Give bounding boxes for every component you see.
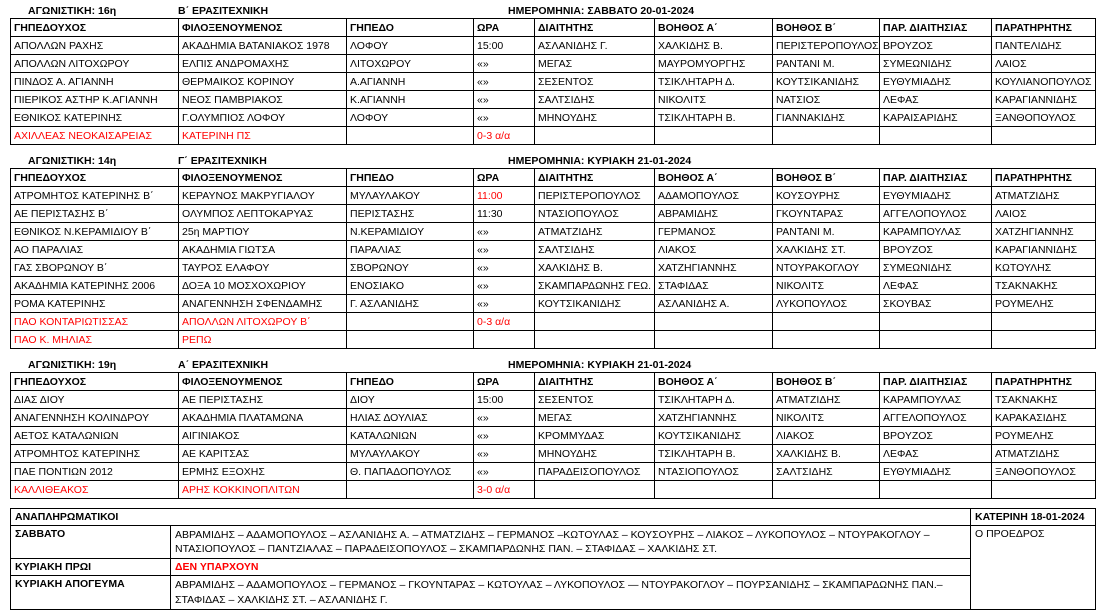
cell-away: ΚΑΤΕΡΙΝΗ ΠΣ [179,127,347,145]
cell-assistant-a: ΤΣΙΚΛΗΤΑΡΗ Δ. [655,73,773,91]
matchday-label-3: ΑΓΩΝΙΣΤΙΚΗ: 19η [28,359,117,371]
table-row [11,241,1096,259]
cell-home: ΑΠΟΛΛΩΝ ΛΙΤΟΧΩΡΟΥ [11,55,179,73]
substitutes-title: ΑΝΑΠΛΗΡΩΜΑΤΙΚΟΙ [11,509,971,526]
cell-away: ΑΕ ΠΕΡΙΣΤΑΣΗΣ [179,391,347,409]
col-away: ΦΙΛΟΞΕΝΟΥΜΕΝΟΣ [179,373,347,391]
cell-assistant-a [655,127,773,145]
cell-time: «» [474,109,535,127]
table-row [11,391,1096,409]
cell-assistant-a: ΑΣΛΑΝΙΔΗΣ Α. [655,295,773,313]
cell-assistant-b: ΝΤΟΥΡΑΚΟΓΛΟΥ [773,259,880,277]
table-row-bye [11,331,1096,349]
cell-time: «» [474,427,535,445]
cell-home: ΠΑΟ ΚΟΝΤΑΡΙΩΤΙΣΣΑΣ [11,313,179,331]
table-row [11,223,1096,241]
col-observer: ΠΑΡΑΤΗΡΗΤΗΣ [992,169,1096,187]
president-label: Ο ΠΡΟΕΔΡΟΣ [971,526,1096,610]
substitutes-table [10,508,1096,610]
cell-home: ΠΑΕ ΠΟΝΤΙΩΝ 2012 [11,463,179,481]
cell-observer: ΛΑΙΟΣ [992,55,1096,73]
cell-home: ΑΠΟΛΛΩΝ ΡΑΧΗΣ [11,37,179,55]
date-label-3: ΗΜΕΡΟΜΗΝΙΑ: ΚΥΡΙΑΚΗ 21-01-2024 [508,359,692,371]
cell-assistant-b: ΝΙΚΟΛΙΤΣ [773,409,880,427]
cell-observer: ΛΑΙΟΣ [992,205,1096,223]
cell-venue: Θ. ΠΑΠΑΔΟΠΟΥΛΟΣ [347,463,474,481]
fixtures-table-3 [10,372,1096,499]
fixture-block-1 [10,4,1095,145]
cell-result: 3-0 α/α [474,481,535,499]
cell-home: ΕΘΝΙΚΟΣ Ν.ΚΕΡΑΜΙΔΙΟΥ Β΄ [11,223,179,241]
cell-time: «» [474,259,535,277]
col-home: ΓΗΠΕΔΟΥΧΟΣ [11,169,179,187]
label-sunday-afternoon: ΚΥΡΙΑΚΗ ΑΠΟΓΕΥΜΑ [11,576,171,609]
cell-referee: ΜΗΝΟΥΔΗΣ [535,109,655,127]
col-time: ΩΡΑ [474,169,535,187]
cell-assistant-a: ΓΕΡΜΑΝΟΣ [655,223,773,241]
table-row [11,109,1096,127]
col-observer: ΠΑΡΑΤΗΡΗΤΗΣ [992,19,1096,37]
cell-home: ΑΝΑΓΕΝΝΗΣΗ ΚΟΛΙΝΔΡΟΥ [11,409,179,427]
league-label-1: Β΄ ΕΡΑΣΙΤΕΧΝΙΚΗ [178,5,269,17]
cell-observer: ΚΩΤΟΥΛΗΣ [992,259,1096,277]
cell-assistant-a: ΝΙΚΟΛΙΤΣ [655,91,773,109]
cell-assistant-b: ΚΟΥΤΣΙΚΑΝΙΔΗΣ [773,73,880,91]
cell-fourth: ΑΓΓΕΛΟΠΟΥΛΟΣ [880,409,992,427]
cell-assistant-a: ΧΑΛΚΙΔΗΣ Β. [655,37,773,55]
cell-assistant-b [773,127,880,145]
cell-away: ΘΕΡΜΑΙΚΟΣ ΚΟΡΙΝΟΥ [179,73,347,91]
fixture-block-2 [10,154,1095,349]
col-referee: ΔΙΑΙΤΗΤΗΣ [535,169,655,187]
col-assistant-a: ΒΟΗΘΟΣ Α΄ [655,169,773,187]
cell-assistant-b: ΓΙΑΝΝΑΚΙΔΗΣ [773,109,880,127]
cell-fourth [880,481,992,499]
cell-result: 0-3 α/α [474,127,535,145]
cell-observer: ΡΟΥΜΕΛΗΣ [992,427,1096,445]
cell-fourth: ΒΡΟΥΖΟΣ [880,37,992,55]
block-header-3 [10,358,1095,372]
col-referee: ΔΙΑΙΤΗΤΗΣ [535,373,655,391]
cell-time: 15:00 [474,391,535,409]
cell-home: ΑΚΑΔΗΜΙΑ ΚΑΤΕΡΙΝΗΣ 2006 [11,277,179,295]
cell-referee: ΑΤΜΑΤΖΙΔΗΣ [535,223,655,241]
col-venue: ΓΗΠΕΔΟ [347,19,474,37]
cell-away: ΔΟΞΑ 10 ΜΟΣΧΟΧΩΡΙΟΥ [179,277,347,295]
cell-time: «» [474,277,535,295]
cell-fourth [880,127,992,145]
cell-fourth: ΣΥΜΕΩΝΙΔΗΣ [880,55,992,73]
table-row-forfeit [11,481,1096,499]
cell-home: ΑΤΡΟΜΗΤΟΣ ΚΑΤΕΡΙΝΗΣ Β΄ [11,187,179,205]
col-home: ΓΗΠΕΔΟΥΧΟΣ [11,19,179,37]
cell-venue: ΛΙΤΟΧΩΡΟΥ [347,55,474,73]
cell-home: ΚΑΛΛΙΘΕΑΚΟΣ [11,481,179,499]
cell-away: ΑΚΑΔΗΜΙΑ ΠΛΑΤΑΜΩΝΑ [179,409,347,427]
cell-home: ΑΤΡΟΜΗΤΟΣ ΚΑΤΕΡΙΝΗΣ [11,445,179,463]
cell-venue [347,313,474,331]
cell-time: «» [474,223,535,241]
table-header-row [11,19,1096,37]
cell-time: «» [474,463,535,481]
table-row-forfeit [11,127,1096,145]
cell-referee: ΜΕΓΑΣ [535,409,655,427]
table-row [11,427,1096,445]
cell-time: «» [474,295,535,313]
cell-venue: ΜΥΛΑΥΛΑΚΟΥ [347,187,474,205]
cell-fourth: ΣΚΟΥΒΑΣ [880,295,992,313]
cell-home: ΑΕΤΟΣ ΚΑΤΑΛΩΝΙΩΝ [11,427,179,445]
cell-observer [992,313,1096,331]
matchday-label-2: ΑΓΩΝΙΣΤΙΚΗ: 14η [28,155,117,167]
cell-time: «» [474,409,535,427]
cell-assistant-b: ΡΑΝΤΑΝΙ Μ. [773,55,880,73]
cell-assistant-b: ΑΤΜΑΤΖΙΔΗΣ [773,391,880,409]
cell-time: 15:00 [474,37,535,55]
cell-venue [347,127,474,145]
cell-home: ΠΑΟ Κ. ΜΗΛΙΑΣ [11,331,179,349]
cell-venue [347,481,474,499]
table-row [11,91,1096,109]
cell-assistant-b [773,313,880,331]
cell-observer: ΤΣΑΚΝΑΚΗΣ [992,391,1096,409]
date-label-1: ΗΜΕΡΟΜΗΝΙΑ: ΣΑΒΒΑΤΟ 20-01-2024 [508,5,695,17]
col-assistant-b: ΒΟΗΘΟΣ Β΄ [773,19,880,37]
col-assistant-a: ΒΟΗΘΟΣ Α΄ [655,373,773,391]
cell-time: «» [474,73,535,91]
cell-observer: ΞΑΝΘΟΠΟΥΛΟΣ [992,463,1096,481]
date-label-2: ΗΜΕΡΟΜΗΝΙΑ: ΚΥΡΙΑΚΗ 21-01-2024 [508,155,692,167]
cell-referee [535,127,655,145]
cell-fourth: ΛΕΦΑΣ [880,277,992,295]
substitutes-row-sunday-morning [11,559,1096,576]
cell-assistant-b [773,331,880,349]
col-venue: ΓΗΠΕΔΟ [347,169,474,187]
cell-result: 0-3 α/α [474,313,535,331]
cell-assistant-a: ΤΣΙΚΛΗΤΑΡΗ Β. [655,109,773,127]
cell-referee: ΣΑΛΤΣΙΔΗΣ [535,241,655,259]
cell-assistant-b: ΣΑΛΤΣΙΔΗΣ [773,463,880,481]
cell-referee [535,331,655,349]
cell-referee: ΑΣΛΑΝΙΔΗΣ Γ. [535,37,655,55]
col-time: ΩΡΑ [474,373,535,391]
cell-assistant-b: ΓΚΟΥΝΤΑΡΑΣ [773,205,880,223]
cell-referee: ΣΕΣΕΝΤΟΣ [535,391,655,409]
substitutes-sunday-morning: ΔΕΝ ΥΠΑΡΧΟΥΝ [171,559,971,576]
table-row [11,463,1096,481]
cell-assistant-b: ΧΑΛΚΙΔΗΣ Β. [773,445,880,463]
cell-referee [535,481,655,499]
cell-away: ΕΡΜΗΣ ΕΞΟΧΗΣ [179,463,347,481]
cell-fourth [880,331,992,349]
table-row [11,295,1096,313]
cell-observer: ΑΤΜΑΤΖΙΔΗΣ [992,445,1096,463]
cell-assistant-b [773,481,880,499]
cell-venue: ΚΑΤΑΛΩΝΙΩΝ [347,427,474,445]
cell-observer [992,331,1096,349]
cell-observer: ΧΑΤΖΗΓΙΑΝΝΗΣ [992,223,1096,241]
cell-assistant-a: ΤΣΙΚΛΗΤΑΡΗ Δ. [655,391,773,409]
table-row-forfeit [11,313,1096,331]
substitutes-row-saturday [11,526,1096,559]
cell-venue: ΠΕΡΙΣΤΑΣΗΣ [347,205,474,223]
col-away: ΦΙΛΟΞΕΝΟΥΜΕΝΟΣ [179,169,347,187]
cell-venue: ΕΝΟΣΙΑΚΟ [347,277,474,295]
cell-assistant-a [655,481,773,499]
table-header-row [11,373,1096,391]
cell-fourth: ΣΥΜΕΩΝΙΔΗΣ [880,259,992,277]
cell-observer: ΞΑΝΘΟΠΟΥΛΟΣ [992,109,1096,127]
cell-assistant-a: ΣΤΑΦΙΔΑΣ [655,277,773,295]
cell-venue: ΛΟΦΟΥ [347,37,474,55]
col-fourth: ΠΑΡ. ΔΙΑΙΤΗΣΙΑΣ [880,169,992,187]
col-fourth: ΠΑΡ. ΔΙΑΙΤΗΣΙΑΣ [880,373,992,391]
cell-observer: ΚΑΡΑΓΙΑΝΝΙΔΗΣ [992,91,1096,109]
cell-away: ΟΛΥΜΠΟΣ ΛΕΠΤΟΚΑΡΥΑΣ [179,205,347,223]
fixtures-table-2 [10,168,1096,349]
cell-away: ΤΑΥΡΟΣ ΕΛΑΦΟΥ [179,259,347,277]
cell-observer: ΠΑΝΤΕΛΙΔΗΣ [992,37,1096,55]
substitutes-saturday: ΑΒΡΑΜΙΔΗΣ – ΑΔΑΜΟΠΟΥΛΟΣ – ΑΣΛΑΝΙΔΗΣ Α. – ΑΤΜΑΤΖΙΔΗΣ – ΓΕΡΜΑΝΟΣ –ΚΩΤΟΥΛΑΣ – ΚΟΥΣΟΥΡΗΣ – ΛΙΑΚΟΣ – ΛΥΚΟΠΟΥΛΟΣ – ΝΤΟΥΡΑΚΟΓΛΟΥ – ΝΤΑΣΙΟΠΟΥΛΟΣ – ΠΑΝΤΖΙΑΛΑΣ – ΠΑΡΑΔΕΙΣΟΠΟΥΛΟΣ – ΣΚΑΜΠΑΡΔΩΝΗΣ ΠΑΝ. – ΣΤΑΦΙΔΑΣ – ΧΑΛΚΙΔΗΣ ΣΤ. [171,526,971,559]
cell-fourth: ΛΕΦΑΣ [880,445,992,463]
cell-assistant-b: ΧΑΛΚΙΔΗΣ ΣΤ. [773,241,880,259]
cell-referee: ΝΤΑΣΙΟΠΟΥΛΟΣ [535,205,655,223]
cell-referee: ΣΚΑΜΠΑΡΔΩΝΗΣ ΓΕΩ. [535,277,655,295]
matchday-label-1: ΑΓΩΝΙΣΤΙΚΗ: 16η [28,5,117,17]
table-header-row [11,169,1096,187]
cell-venue: ΠΑΡΑΛΙΑΣ [347,241,474,259]
cell-assistant-b: ΛΥΚΟΠΟΥΛΟΣ [773,295,880,313]
cell-venue: ΣΒΟΡΩΝΟΥ [347,259,474,277]
cell-observer: ΚΑΡΑΓΙΑΝΝΙΔΗΣ [992,241,1096,259]
col-assistant-b: ΒΟΗΘΟΣ Β΄ [773,373,880,391]
col-time: ΩΡΑ [474,19,535,37]
substitutes-sunday-afternoon: ΑΒΡΑΜΙΔΗΣ – ΑΔΑΜΟΠΟΥΛΟΣ – ΓΕΡΜΑΝΟΣ – ΓΚΟΥΝΤΑΡΑΣ – ΚΩΤΟΥΛΑΣ – ΛΥΚΟΠΟΥΛΟΣ — ΝΤΟΥΡΑΚΟΓΛΟΥ – ΠΟΥΡΣΑΝΙΔΗΣ – ΣΚΑΜΠΑΡΔΩΝΗΣ ΠΑΝ.– ΣΤΑΦΙΔΑΣ – ΧΑΛΚΙΔΗΣ ΣΤ. – ΑΣΛΑΝΙΔΗΣ Γ. [171,576,971,609]
cell-assistant-a: ΑΒΡΑΜΙΔΗΣ [655,205,773,223]
cell-venue: ΔΙΟΥ [347,391,474,409]
col-home: ΓΗΠΕΔΟΥΧΟΣ [11,373,179,391]
cell-home: ΑΕ ΠΕΡΙΣΤΑΣΗΣ Β΄ [11,205,179,223]
league-label-2: Γ΄ ΕΡΑΣΙΤΕΧΝΙΚΗ [178,155,267,167]
cell-assistant-a: ΤΣΙΚΛΗΤΑΡΗ Β. [655,445,773,463]
cell-home: ΕΘΝΙΚΟΣ ΚΑΤΕΡΙΝΗΣ [11,109,179,127]
cell-assistant-a: ΛΙΑΚΟΣ [655,241,773,259]
cell-away: ΚΕΡΑΥΝΟΣ ΜΑΚΡΥΓΙΑΛΟΥ [179,187,347,205]
cell-away: Γ.ΟΛΥΜΠΙΟΣ ΛΟΦΟΥ [179,109,347,127]
cell-away: ΑΠΟΛΛΩΝ ΛΙΤΟΧΩΡΟΥ Β΄ [179,313,347,331]
cell-fourth: ΒΡΟΥΖΟΣ [880,427,992,445]
cell-time: «» [474,91,535,109]
cell-assistant-a: ΧΑΤΖΗΓΙΑΝΝΗΣ [655,409,773,427]
substitutes-row-sunday-afternoon [11,576,1096,609]
cell-away: ΑΝΑΓΕΝΝΗΣΗ ΣΦΕΝΔΑΜΗΣ [179,295,347,313]
cell-assistant-b: ΝΙΚΟΛΙΤΣ [773,277,880,295]
cell-result [474,331,535,349]
cell-time: 11:30 [474,205,535,223]
cell-fourth [880,313,992,331]
label-saturday: ΣΑΒΒΑΤΟ [11,526,171,559]
cell-referee: ΠΑΡΑΔΕΙΣΟΠΟΥΛΟΣ [535,463,655,481]
cell-assistant-b: ΡΑΝΤΑΝΙ Μ. [773,223,880,241]
cell-referee: ΧΑΛΚΙΔΗΣ Β. [535,259,655,277]
cell-fourth: ΕΥΘΥΜΙΑΔΗΣ [880,187,992,205]
cell-home: ΑΧΙΛΛΕΑΣ ΝΕΟΚΑΙΣΑΡΕΙΑΣ [11,127,179,145]
cell-assistant-b: ΝΑΤΣΙΟΣ [773,91,880,109]
cell-referee: ΚΟΥΤΣΙΚΑΝΙΔΗΣ [535,295,655,313]
cell-venue: Κ.ΑΓΙΑΝΝΗ [347,91,474,109]
cell-home: ΡΟΜΑ ΚΑΤΕΡΙΝΗΣ [11,295,179,313]
cell-observer: ΤΣΑΚΝΑΚΗΣ [992,277,1096,295]
cell-time: «» [474,241,535,259]
cell-referee: ΚΡΟΜΜΥΔΑΣ [535,427,655,445]
table-row [11,259,1096,277]
table-row [11,55,1096,73]
cell-home: ΑΟ ΠΑΡΑΛΙΑΣ [11,241,179,259]
cell-assistant-b: ΚΟΥΣΟΥΡΗΣ [773,187,880,205]
col-assistant-b: ΒΟΗΘΟΣ Β΄ [773,169,880,187]
cell-away: ΑΡΗΣ ΚΟΚΚΙΝΟΠΛΙΤΩΝ [179,481,347,499]
cell-assistant-a [655,313,773,331]
cell-away: ΝΕΟΣ ΠΑΜΒΡΙΑΚΟΣ [179,91,347,109]
col-venue: ΓΗΠΕΔΟ [347,373,474,391]
cell-away: ΑΚΑΔΗΜΙΑ ΒΑΤΑΝΙΑΚΟΣ 1978 [179,37,347,55]
cell-home: ΓΑΣ ΣΒΟΡΩΝΟΥ Β΄ [11,259,179,277]
cell-assistant-b: ΛΙΑΚΟΣ [773,427,880,445]
col-observer: ΠΑΡΑΤΗΡΗΤΗΣ [992,373,1096,391]
cell-fourth: ΑΓΓΕΛΟΠΟΥΛΟΣ [880,205,992,223]
substitutes-header-row [11,509,1096,526]
cell-time: 11:00 [474,187,535,205]
cell-referee: ΠΕΡΙΣΤΕΡΟΠΟΥΛΟΣ [535,187,655,205]
table-row [11,37,1096,55]
table-row [11,205,1096,223]
table-row [11,277,1096,295]
cell-observer [992,481,1096,499]
table-row [11,187,1096,205]
cell-referee [535,313,655,331]
cell-venue: ΗΛΙΑΣ ΔΟΥΛΙΑΣ [347,409,474,427]
cell-home: ΠΙΝΔΟΣ Α. ΑΓΙΑΝΝΗ [11,73,179,91]
block-header-1 [10,4,1095,18]
cell-venue: ΛΟΦΟΥ [347,109,474,127]
cell-observer: ΑΤΜΑΤΖΙΔΗΣ [992,187,1096,205]
cell-fourth: ΒΡΟΥΖΟΣ [880,241,992,259]
cell-away: ΑΚΑΔΗΜΙΑ ΓΙΩΤΣΑ [179,241,347,259]
table-row [11,445,1096,463]
label-sunday-morning: ΚΥΡΙΑΚΗ ΠΡΩΙ [11,559,171,576]
cell-home: ΠΙΕΡΙΚΟΣ ΑΣΤΗΡ Κ.ΑΓΙΑΝΝΗ [11,91,179,109]
cell-assistant-a [655,331,773,349]
cell-referee: ΣΑΛΤΣΙΔΗΣ [535,91,655,109]
cell-assistant-a: ΑΔΑΜΟΠΟΥΛΟΣ [655,187,773,205]
cell-fourth: ΚΑΡΑΙΣΑΡΙΔΗΣ [880,109,992,127]
block-header-2 [10,154,1095,168]
col-assistant-a: ΒΟΗΘΟΣ Α΄ [655,19,773,37]
cell-referee: ΜΗΝΟΥΔΗΣ [535,445,655,463]
cell-fourth: ΚΑΡΑΜΠΟΥΛΑΣ [880,391,992,409]
cell-observer [992,127,1096,145]
document-date: ΚΑΤΕΡΙΝΗ 18-01-2024 [971,509,1096,526]
cell-time: «» [474,55,535,73]
cell-fourth: ΕΥΘΥΜΙΑΔΗΣ [880,463,992,481]
col-fourth: ΠΑΡ. ΔΙΑΙΤΗΣΙΑΣ [880,19,992,37]
cell-assistant-a: ΧΑΤΖΗΓΙΑΝΝΗΣ [655,259,773,277]
col-referee: ΔΙΑΙΤΗΤΗΣ [535,19,655,37]
cell-venue: ΜΥΛΑΥΛΑΚΟΥ [347,445,474,463]
cell-fourth: ΚΑΡΑΜΠΟΥΛΑΣ [880,223,992,241]
table-row [11,73,1096,91]
col-away: ΦΙΛΟΞΕΝΟΥΜΕΝΟΣ [179,19,347,37]
league-label-3: Α΄ ΕΡΑΣΙΤΕΧΝΙΚΗ [178,359,269,371]
cell-assistant-a: ΜΑΥΡΟΜΥΟΡΓΗΣ [655,55,773,73]
cell-venue [347,331,474,349]
cell-fourth: ΛΕΦΑΣ [880,91,992,109]
cell-fourth: ΕΥΘΥΜΙΑΔΗΣ [880,73,992,91]
fixtures-table-1 [10,18,1096,145]
cell-venue: Ν.ΚΕΡΑΜΙΔΙΟΥ [347,223,474,241]
cell-assistant-a: ΝΤΑΣΙΟΠΟΥΛΟΣ [655,463,773,481]
cell-home: ΔΙΑΣ ΔΙΟΥ [11,391,179,409]
cell-venue: Α.ΑΓΙΑΝΝΗ [347,73,474,91]
cell-away: ΡΕΠΩ [179,331,347,349]
cell-referee: ΣΕΣΕΝΤΟΣ [535,73,655,91]
table-row [11,409,1096,427]
cell-time: «» [474,445,535,463]
cell-observer: ΡΟΥΜΕΛΗΣ [992,295,1096,313]
cell-assistant-b: ΠΕΡΙΣΤΕΡΟΠΟΥΛΟΣ [773,37,880,55]
cell-away: ΕΛΠΙΣ ΑΝΔΡΟΜΑΧΗΣ [179,55,347,73]
cell-observer: ΚΑΡΑΚΑΣΙΔΗΣ [992,409,1096,427]
cell-referee: ΜΕΓΑΣ [535,55,655,73]
cell-away: ΑΙΓΙΝΙΑΚΟΣ [179,427,347,445]
cell-venue: Γ. ΑΣΛΑΝΙΔΗΣ [347,295,474,313]
cell-observer: ΚΟΥΛΙΑΝΟΠΟΥΛΟΣ [992,73,1096,91]
cell-away: ΑΕ ΚΑΡΙΤΣΑΣ [179,445,347,463]
fixture-block-3 [10,358,1095,499]
cell-away: 25η ΜΑΡΤΙΟΥ [179,223,347,241]
cell-assistant-a: ΚΟΥΤΣΙΚΑΝΙΔΗΣ [655,427,773,445]
